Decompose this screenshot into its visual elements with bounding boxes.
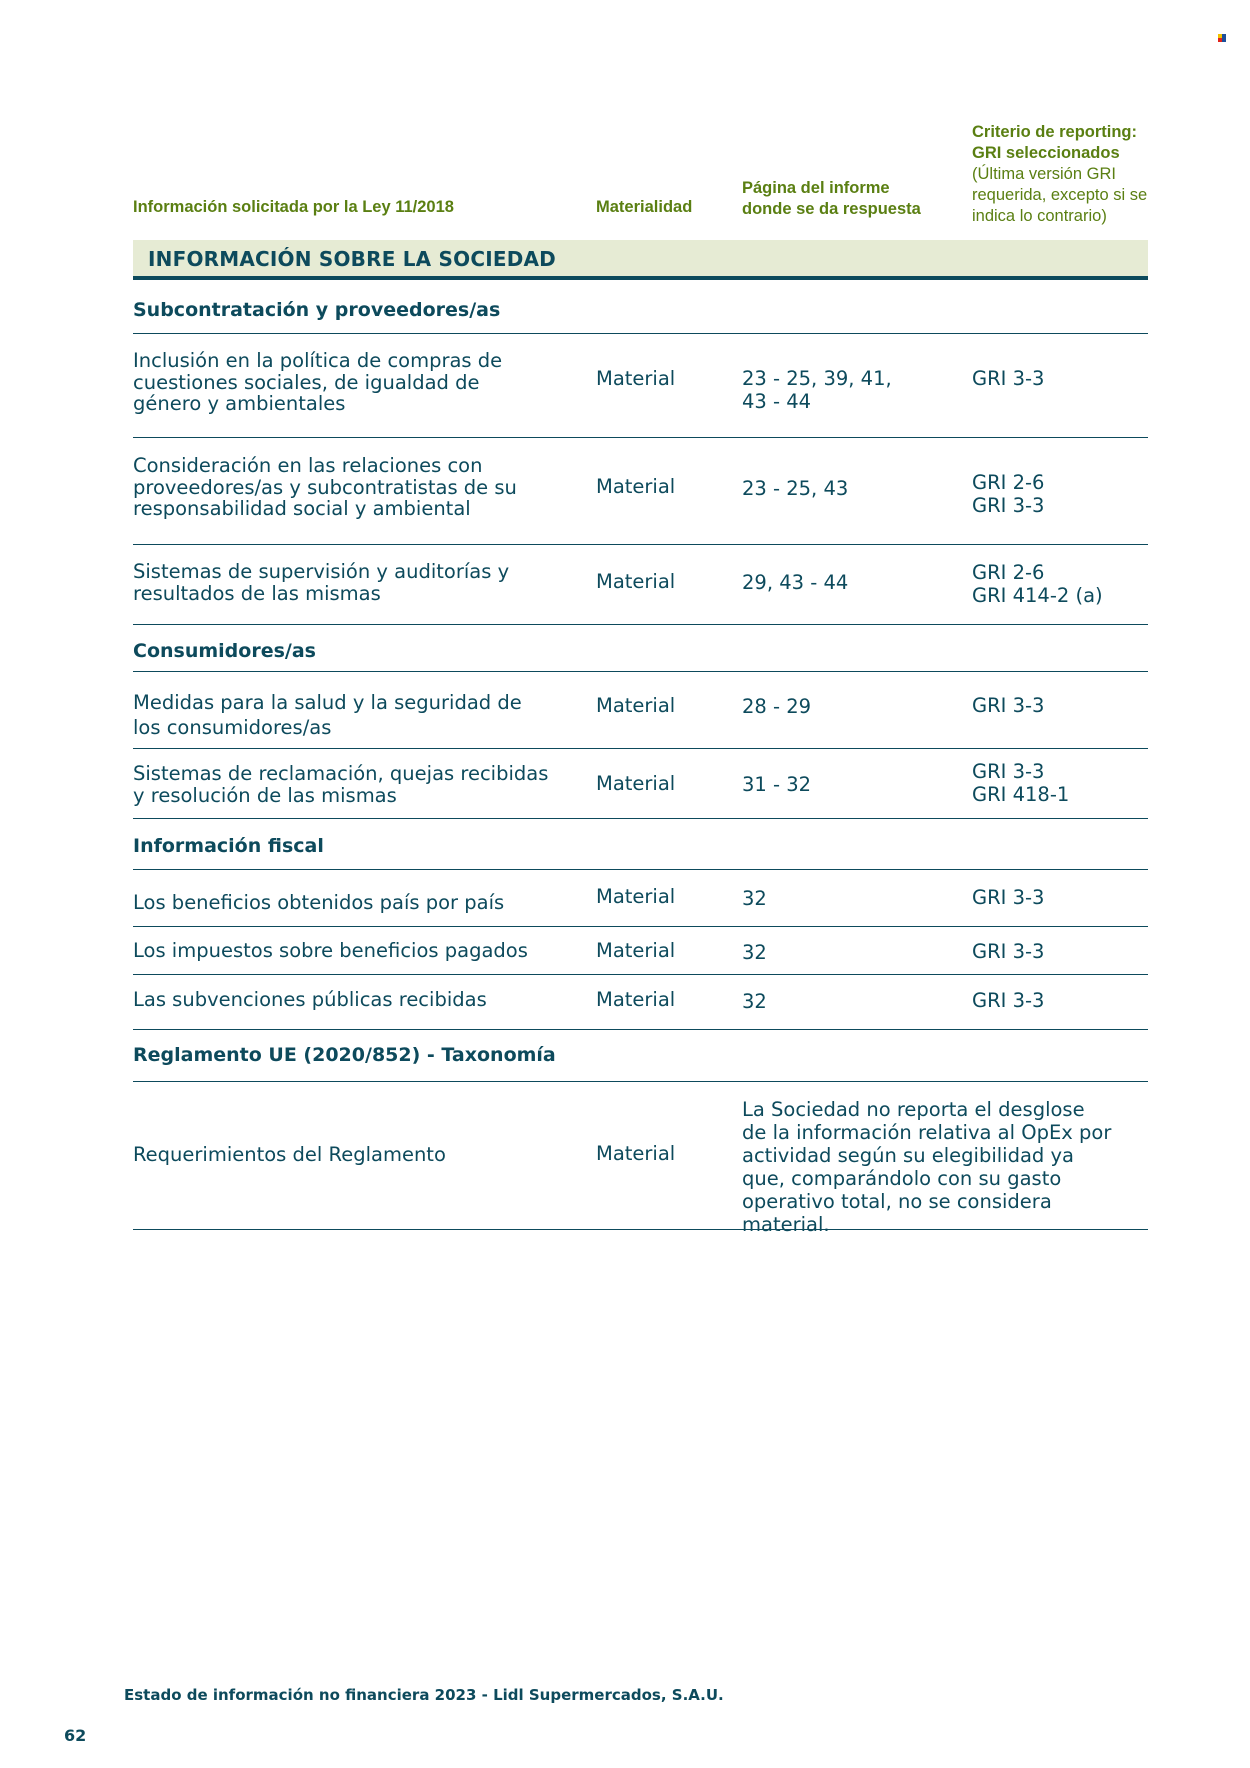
row-divider — [133, 624, 1148, 625]
section-heading-taxonomy: Reglamento UE (2020/852) - Taxonomía — [133, 1044, 556, 1066]
row-info: Inclusión en la política de compras de cuestiones sociales, de igualdad de género y ambientales — [133, 349, 503, 415]
row-divider — [133, 869, 1148, 870]
row-pages: 29, 43 - 44 — [742, 571, 849, 594]
row-info: Los beneficios obtenidos país por país — [133, 891, 505, 914]
row-divider — [133, 333, 1148, 334]
row-divider — [133, 926, 1148, 927]
row-info: Las subvenciones públicas recibidas — [133, 988, 487, 1011]
row-info: Sistemas de supervisión y auditorías y resultados de las mismas — [133, 560, 510, 605]
row-gri: GRI 3-3 — [972, 367, 1045, 390]
row-pages: La Sociedad no reporta el desglose de la información relativa al OpEx por actividad según su elegibilidad ya que, comparándolo con su gasto operativo total, no se considera material. — [742, 1098, 1112, 1236]
row-materiality: Material — [596, 694, 676, 717]
row-divider — [133, 437, 1148, 438]
row-pages: 32 — [742, 990, 767, 1013]
column-header-criteria: Criterio de reporting: GRI seleccionados (Última versión GRI requerida, excepto si se indica lo contrario) — [972, 123, 1148, 225]
row-info: Los impuestos sobre beneficios pagados — [133, 939, 528, 962]
row-pages: 32 — [742, 941, 767, 964]
row-divider — [133, 1081, 1148, 1082]
row-info: Consideración en las relaciones con proveedores/as y subcontratistas de su responsabilidad social y ambiental — [133, 454, 517, 520]
column-header-page: Página del informe donde se da respuesta — [742, 179, 921, 218]
brand-logo — [1218, 34, 1226, 42]
row-info: Sistemas de reclamación, quejas recibidas y resolución de las mismas — [133, 762, 549, 807]
row-divider — [133, 1229, 1148, 1230]
row-gri: GRI 3-3 — [972, 940, 1045, 963]
row-materiality: Material — [596, 988, 676, 1011]
row-divider — [133, 748, 1148, 749]
row-pages: 31 - 32 — [742, 773, 812, 796]
band-title: INFORMACIÓN SOBRE LA SOCIEDAD — [148, 247, 556, 271]
row-divider — [133, 671, 1148, 672]
row-materiality: Material — [596, 1142, 676, 1165]
row-pages: 28 - 29 — [742, 695, 812, 718]
row-gri: GRI 3-3 — [972, 886, 1045, 909]
row-pages: 23 - 25, 43 — [742, 477, 849, 500]
row-divider — [133, 1029, 1148, 1030]
column-header-materiality: Materialidad — [596, 198, 693, 216]
section-heading-fiscal: Información fiscal — [133, 835, 324, 857]
row-pages: 23 - 25, 39, 41, 43 - 44 — [742, 367, 892, 413]
section-heading-consumers: Consumidores/as — [133, 640, 316, 662]
column-header-info: Información solicitada por la Ley 11/2018 — [133, 198, 454, 216]
section-band — [133, 240, 1148, 280]
row-gri: GRI 2-6 GRI 414-2 (a) — [972, 561, 1103, 607]
row-materiality: Material — [596, 885, 676, 908]
row-divider — [133, 818, 1148, 819]
row-materiality: Material — [596, 367, 676, 390]
row-materiality: Material — [596, 939, 676, 962]
row-gri: GRI 3-3 — [972, 694, 1045, 717]
row-divider — [133, 974, 1148, 975]
footer-title: Estado de información no financiera 2023 - Lidl Supermercados, S.A.U. — [124, 1686, 724, 1704]
row-materiality: Material — [596, 570, 676, 593]
row-gri: GRI 3-3 GRI 418-1 — [972, 760, 1070, 806]
row-materiality: Material — [596, 772, 676, 795]
row-info: Requerimientos del Reglamento — [133, 1143, 446, 1166]
row-divider — [133, 544, 1148, 545]
row-pages: 32 — [742, 887, 767, 910]
row-materiality: Material — [596, 475, 676, 498]
row-gri: GRI 3-3 — [972, 989, 1045, 1012]
row-info: Medidas para la salud y la seguridad de los consumidores/as — [133, 691, 522, 739]
page-number: 62 — [64, 1726, 87, 1745]
row-gri: GRI 2-6 GRI 3-3 — [972, 471, 1045, 517]
section-heading-subcontracting: Subcontratación y proveedores/as — [133, 299, 501, 321]
